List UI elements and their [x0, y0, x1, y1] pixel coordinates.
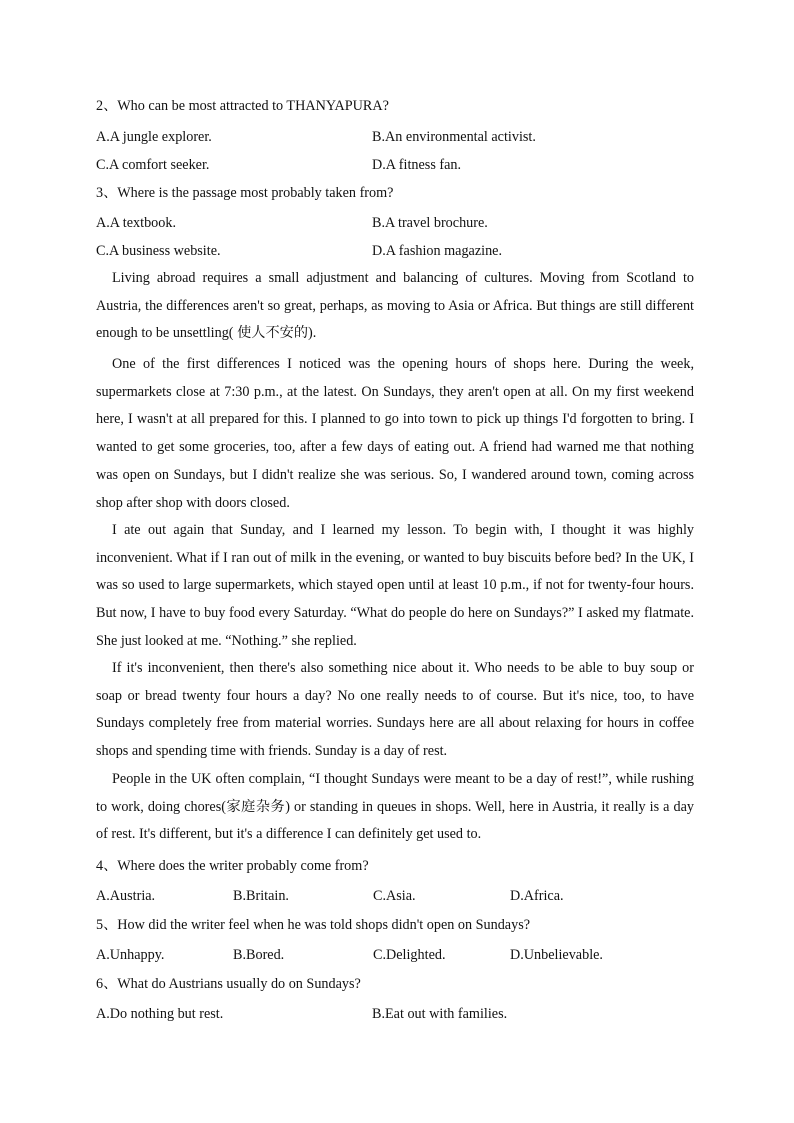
q2-option-a: A.A jungle explorer. — [96, 129, 212, 145]
question-6-options — [96, 1005, 696, 1023]
question-3-options-row-1 — [96, 214, 696, 232]
question-4: 4、Where does the writer probably come from? — [96, 858, 369, 874]
q6-option-b: B.Eat out with families. — [372, 1006, 508, 1022]
q3-option-a: A.A textbook. — [96, 215, 176, 231]
question-2: 2、Who can be most attracted to THANYAPURA? — [96, 98, 389, 114]
q4-option-c: C.Asia. — [373, 888, 416, 904]
passage-paragraph-2: One of the first differences I noticed was the opening hours of shops here. During the week, supermarkets close at 7:30 p.m., at the latest. On Sundays, they aren't open at all. On my first weekend here, I wasn't at all prepared for this. I planned to go into town to pick up things I'd forgotten to bring. I wanted to get some groceries, too, after a few days of eating out. A friend had warned me that nothing was open on Sundays, but I didn't realize she was serious. So, I wandered around town, coming across shop after shop with doors closed. — [96, 356, 694, 511]
question-5: 5、How did the writer feel when he was told shops didn't open on Sundays? — [96, 917, 531, 933]
q5-option-b: B.Bored. — [233, 947, 285, 963]
question-2-options-row-1 — [96, 128, 696, 146]
q4-option-a: A.Austria. — [96, 888, 156, 904]
passage-paragraph-1: Living abroad requires a small adjustment and balancing of cultures. Moving from Scotland to Austria, the differences aren't so great, perhaps, as moving to Asia or Africa. But things are still different enough to be unsettling( 使人不安的). — [96, 270, 694, 342]
question-6: 6、What do Austrians usually do on Sundays? — [96, 976, 361, 992]
q3-option-b: B.A travel brochure. — [372, 215, 488, 231]
question-3-options-row-2 — [96, 242, 696, 260]
q4-option-b: B.Britain. — [233, 888, 289, 904]
question-4-options — [96, 887, 696, 905]
question-2-options-row-2 — [96, 156, 696, 174]
passage-paragraph-5: People in the UK often complain, “I thought Sundays were meant to be a day of rest!”, while rushing to work, doing chores(家庭杂务) or standing in queues in shops. Well, here in Austria, it really is a day of rest. It's different, but it's a difference I can definitely get used to. — [96, 771, 694, 843]
q3-option-d: D.A fashion magazine. — [372, 243, 503, 259]
q4-option-d: D.Africa. — [510, 888, 564, 904]
q2-option-d: D.A fitness fan. — [372, 157, 462, 173]
q3-option-c: C.A business website. — [96, 243, 221, 259]
q2-option-b: B.An environmental activist. — [372, 129, 536, 145]
passage-paragraph-4: If it's inconvenient, then there's also something nice about it. Who needs to be able to buy soup or soap or bread twenty four hours a day? No one really needs to of course. But it's nice, too, to have Sundays completely free from material worries. Sundays here are all about relaxing for hours in coffee shops and spending time with friends. Sunday is a day of rest. — [96, 660, 694, 760]
question-5-options — [96, 946, 696, 964]
q5-option-a: A.Unhappy. — [96, 947, 165, 963]
passage-paragraph-3: I ate out again that Sunday, and I learned my lesson. To begin with, I thought it was highly inconvenient. What if I ran out of milk in the evening, or wanted to buy biscuits before bed? In the UK, I was so used to large supermarkets, which stayed open until at least 10 p.m., if not for twenty-four hours. But now, I have to buy food every Saturday. “What do people do here on Sundays?” I asked my flatmate. She just looked at me. “Nothing.” she replied. — [96, 522, 694, 649]
q6-option-a: A.Do nothing but rest. — [96, 1006, 224, 1022]
q2-option-c: C.A comfort seeker. — [96, 157, 210, 173]
question-3: 3、Where is the passage most probably taken from? — [96, 185, 394, 201]
q5-option-d: D.Unbelievable. — [510, 947, 603, 963]
q5-option-c: C.Delighted. — [373, 947, 446, 963]
